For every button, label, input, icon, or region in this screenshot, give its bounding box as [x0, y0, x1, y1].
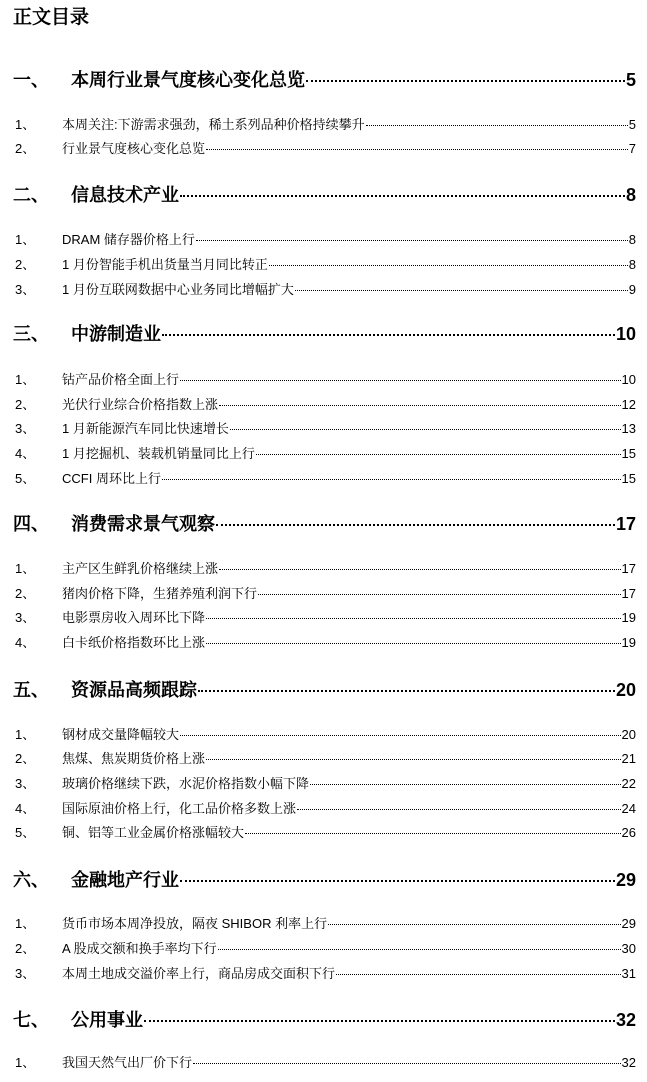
dot-leader — [336, 974, 621, 975]
item-number: 4、 — [15, 635, 36, 650]
toc-item[interactable] — [13, 117, 636, 133]
item-page: 8 — [628, 232, 636, 247]
toc-section-7[interactable] — [13, 1009, 636, 1031]
item-number: 3、 — [15, 776, 36, 791]
section-page: 29 — [615, 870, 636, 890]
item-number: 1、 — [15, 916, 36, 931]
dot-leader — [180, 735, 621, 736]
section-number: 五、 — [13, 680, 49, 700]
item-number: 1、 — [15, 1055, 36, 1070]
item-number: 3、 — [15, 421, 36, 436]
toc-item[interactable] — [13, 232, 636, 248]
dot-leader — [295, 290, 628, 291]
item-page: 10 — [621, 372, 636, 387]
dot-leader — [230, 429, 621, 430]
toc-item[interactable] — [13, 966, 636, 982]
item-page: 13 — [621, 421, 636, 436]
item-title: A 股成交额和换手率均下行 — [62, 941, 217, 956]
toc-section-6[interactable] — [13, 869, 636, 891]
section-title: 本周行业景气度核心变化总览 — [71, 70, 305, 90]
dot-leader — [219, 405, 621, 406]
item-page: 8 — [628, 257, 636, 272]
dot-leader — [366, 125, 628, 126]
item-title: 1 月份智能手机出货量当月同比转正 — [62, 257, 268, 272]
section-title: 公用事业 — [71, 1010, 143, 1030]
item-page: 19 — [621, 635, 636, 650]
section-number: 四、 — [13, 514, 49, 534]
section-page: 10 — [615, 324, 636, 344]
item-page: 12 — [621, 397, 636, 412]
toc-item[interactable] — [13, 446, 636, 462]
item-page: 17 — [621, 561, 636, 576]
item-number: 2、 — [15, 257, 36, 272]
dot-leader — [193, 1063, 621, 1064]
item-page: 29 — [621, 916, 636, 931]
toc-item[interactable] — [13, 421, 636, 437]
toc-section-1[interactable] — [13, 69, 636, 91]
item-page: 32 — [621, 1055, 636, 1070]
toc-item[interactable] — [13, 561, 636, 577]
toc-item[interactable] — [13, 610, 636, 626]
item-title: CCFI 周环比上行 — [62, 471, 161, 486]
item-title: 玻璃价格继续下跌，水泥价格指数小幅下降 — [62, 776, 310, 791]
dot-leader — [206, 643, 621, 644]
dot-leader — [162, 334, 615, 336]
dot-leader — [306, 80, 625, 82]
toc-item[interactable] — [13, 471, 636, 487]
toc-item[interactable] — [13, 1055, 636, 1071]
item-title: 1 月挖掘机、装载机销量同比上行 — [62, 446, 255, 461]
item-number: 3、 — [15, 610, 36, 625]
toc-item[interactable] — [13, 397, 636, 413]
toc-item[interactable] — [13, 916, 636, 932]
item-page: 15 — [621, 446, 636, 461]
section-number: 一、 — [13, 70, 49, 90]
item-page: 7 — [628, 141, 636, 156]
toc-item[interactable] — [13, 751, 636, 767]
dot-leader — [219, 569, 621, 570]
section-page: 8 — [625, 185, 636, 205]
section-page: 32 — [615, 1010, 636, 1030]
item-title: 1 月新能源汽车同比快速增长 — [62, 421, 229, 436]
toc-item[interactable] — [13, 635, 636, 651]
dot-leader — [310, 784, 621, 785]
item-number: 2、 — [15, 397, 36, 412]
toc-item[interactable] — [13, 141, 636, 157]
item-page: 17 — [621, 586, 636, 601]
item-title: 焦煤、焦炭期货价格上涨 — [62, 751, 206, 766]
item-title: 本周关注:下游需求强劲，稀土系列品种价格持续攀升 — [62, 117, 365, 132]
section-title: 消费需求景气观察 — [71, 514, 215, 534]
item-number: 2、 — [15, 586, 36, 601]
item-page: 15 — [621, 471, 636, 486]
item-page: 26 — [621, 825, 636, 840]
dot-leader — [206, 759, 621, 760]
toc-item[interactable] — [13, 282, 636, 298]
item-number: 1、 — [15, 561, 36, 576]
toc-item[interactable] — [13, 372, 636, 388]
section-number: 三、 — [13, 324, 49, 344]
dot-leader — [216, 524, 615, 526]
item-page: 30 — [621, 941, 636, 956]
toc-item[interactable] — [13, 257, 636, 273]
toc-section-2[interactable] — [13, 184, 636, 206]
toc-item[interactable] — [13, 727, 636, 743]
dot-leader — [245, 833, 621, 834]
dot-leader — [196, 240, 628, 241]
item-page: 21 — [621, 751, 636, 766]
dot-leader — [256, 454, 621, 455]
dot-leader — [206, 149, 628, 150]
item-number: 1、 — [15, 117, 36, 132]
section-page: 20 — [615, 680, 636, 700]
section-title: 金融地产行业 — [71, 870, 179, 890]
item-number: 2、 — [15, 941, 36, 956]
item-number: 4、 — [15, 801, 36, 816]
dot-leader — [162, 479, 621, 480]
item-page: 22 — [621, 776, 636, 791]
toc-section-4[interactable] — [13, 513, 636, 535]
item-page: 24 — [621, 801, 636, 816]
item-title: 电影票房收入周环比下降 — [62, 610, 206, 625]
item-title: 光伏行业综合价格指数上涨 — [62, 397, 219, 412]
dot-leader — [328, 924, 620, 925]
item-number: 1、 — [15, 232, 36, 247]
dot-leader — [297, 809, 621, 810]
item-number: 1、 — [15, 727, 36, 742]
item-page: 20 — [621, 727, 636, 742]
section-page: 17 — [615, 514, 636, 534]
section-number: 二、 — [13, 185, 49, 205]
section-title: 资源品高频跟踪 — [71, 680, 197, 700]
toc-section-5[interactable] — [13, 679, 636, 701]
item-title: 主产区生鲜乳价格继续上涨 — [62, 561, 219, 576]
section-number: 七、 — [13, 1010, 49, 1030]
toc-item[interactable] — [13, 941, 636, 957]
item-title: 货币市场本周净投放，隔夜 SHIBOR 利率上行 — [62, 916, 328, 931]
section-title: 中游制造业 — [71, 324, 161, 344]
toc-title: 正文目录 — [13, 7, 90, 28]
toc-section-3[interactable] — [13, 323, 636, 345]
dot-leader — [144, 1020, 615, 1022]
item-title: 钢材成交量降幅较大 — [62, 727, 180, 742]
item-title: 钴产品价格全面上行 — [62, 372, 180, 387]
item-page: 31 — [621, 966, 636, 981]
item-number: 2、 — [15, 751, 36, 766]
toc-item[interactable] — [13, 776, 636, 792]
item-number: 3、 — [15, 282, 36, 297]
item-title: 猪肉价格下降，生猪养殖利润下行 — [62, 586, 258, 601]
dot-leader — [180, 195, 625, 197]
dot-leader — [198, 690, 615, 692]
toc-item[interactable] — [13, 825, 636, 841]
dot-leader — [180, 880, 615, 882]
item-title: 1 月份互联网数据中心业务同比增幅扩大 — [62, 282, 294, 297]
section-title: 信息技术产业 — [71, 185, 179, 205]
item-page: 19 — [621, 610, 636, 625]
item-number: 3、 — [15, 966, 36, 981]
item-number: 2、 — [15, 141, 36, 156]
dot-leader — [218, 949, 621, 950]
section-number: 六、 — [13, 870, 49, 890]
item-title: 白卡纸价格指数环比上涨 — [62, 635, 206, 650]
item-title: 行业景气度核心变化总览 — [62, 141, 206, 156]
dot-leader — [258, 594, 621, 595]
item-page: 9 — [628, 282, 636, 297]
item-number: 1、 — [15, 372, 36, 387]
item-title: 国际原油价格上行，化工品价格多数上涨 — [62, 801, 297, 816]
dot-leader — [180, 380, 621, 381]
item-title: 我国天然气出厂价下行 — [62, 1055, 193, 1070]
item-title: 本周土地成交溢价率上行，商品房成交面积下行 — [62, 966, 336, 981]
item-number: 4、 — [15, 446, 36, 461]
item-page: 5 — [628, 117, 636, 132]
dot-leader — [269, 265, 628, 266]
item-title: 铜、铝等工业金属价格涨幅较大 — [62, 825, 245, 840]
section-page: 5 — [625, 70, 636, 90]
item-title: DRAM 储存器价格上行 — [62, 232, 195, 247]
item-number: 5、 — [15, 471, 36, 486]
item-number: 5、 — [15, 825, 36, 840]
toc-item[interactable] — [13, 586, 636, 602]
dot-leader — [206, 618, 621, 619]
toc-item[interactable] — [13, 801, 636, 817]
